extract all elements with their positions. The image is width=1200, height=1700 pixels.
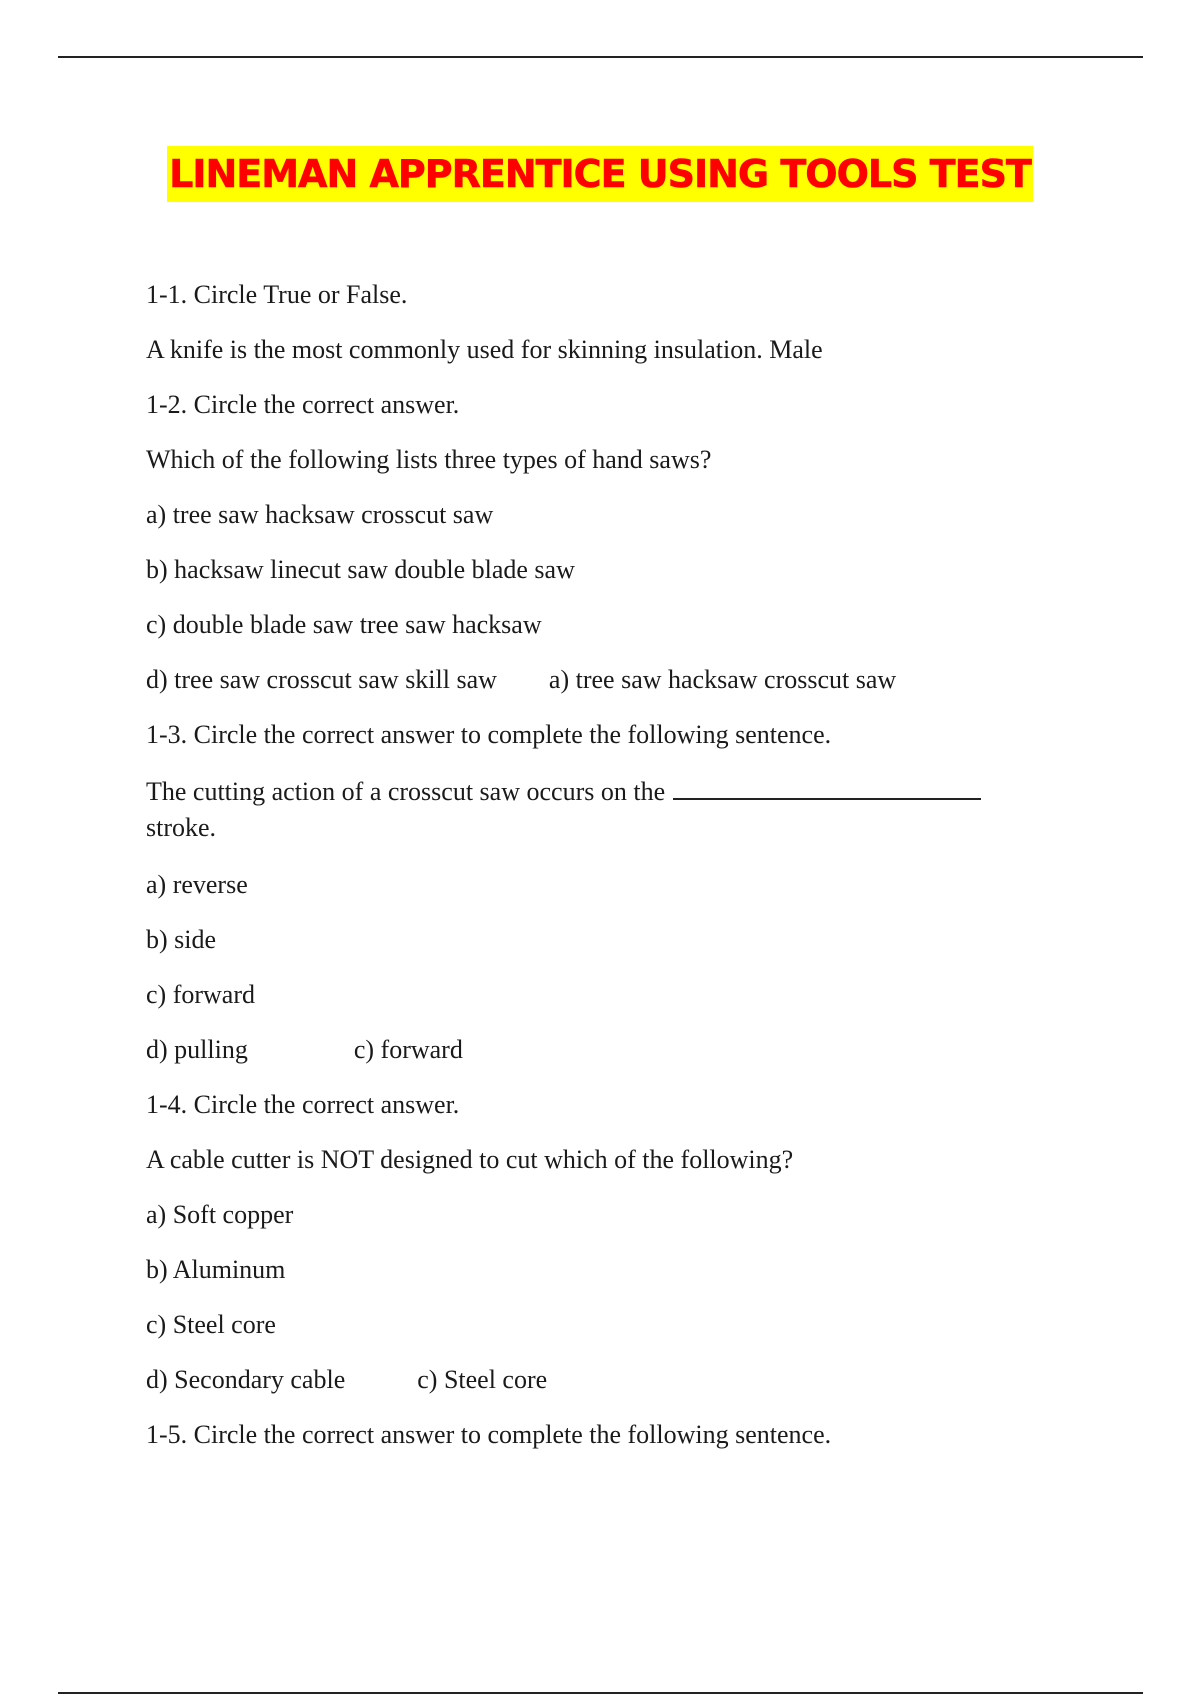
footer-rule [58,1692,1143,1694]
q2-heading: 1-2. Circle the correct answer. [146,390,460,419]
q2-option-d-row [146,662,1046,717]
document-title: LINEMAN APPRENTICE USING TOOLS TEST [167,146,1033,202]
q2-option-d: d) tree saw crosscut saw skill saw [146,665,497,694]
q3-heading: 1-3. Circle the correct answer to complete the following sentence. [146,720,832,749]
q3-question-start: The cutting action of a crosscut saw occurs on the [146,777,666,806]
q4-question: A cable cutter is NOT designed to cut which of the following? [146,1145,794,1174]
q3-option-a: a) reverse [146,870,248,899]
q2-option-b: b) hacksaw linecut saw double blade saw [146,555,575,584]
q4-option-c: c) Steel core [146,1310,276,1339]
q1-statement: A knife is the most commonly used for skinning insulation. Male [146,335,823,364]
q2-answer: a) tree saw hacksaw crosscut saw [548,665,897,694]
q3-option-d: d) pulling [146,1035,248,1064]
q3-option-b: b) side [146,925,217,954]
q3-option-c: c) forward [146,980,255,1009]
q4-option-a: a) Soft copper [146,1200,294,1229]
q5-heading: 1-5. Circle the correct answer to complete the following sentence. [146,1420,832,1449]
q4-option-d: d) Secondary cable [146,1365,346,1394]
q2-option-c: c) double blade saw tree saw hacksaw [146,610,542,639]
header-rule [58,56,1143,58]
q2-option-a: a) tree saw hacksaw crosscut saw [146,500,494,529]
q3-option-d-row [146,1032,1046,1087]
q3-answer: c) forward [353,1035,463,1064]
q2-question: Which of the following lists three types of hand saws? [146,445,712,474]
q4-option-b: b) Aluminum [146,1255,286,1284]
question-list [146,277,1046,1472]
q3-question-end: stroke. [146,813,217,842]
q3-question [146,772,1046,867]
q4-answer: c) Steel core [417,1365,548,1394]
q4-option-d-row [146,1362,1046,1417]
answer-blank [673,772,981,800]
q4-heading: 1-4. Circle the correct answer. [146,1090,460,1119]
title-block [0,146,1200,202]
q1-heading: 1-1. Circle True or False. [146,280,408,309]
